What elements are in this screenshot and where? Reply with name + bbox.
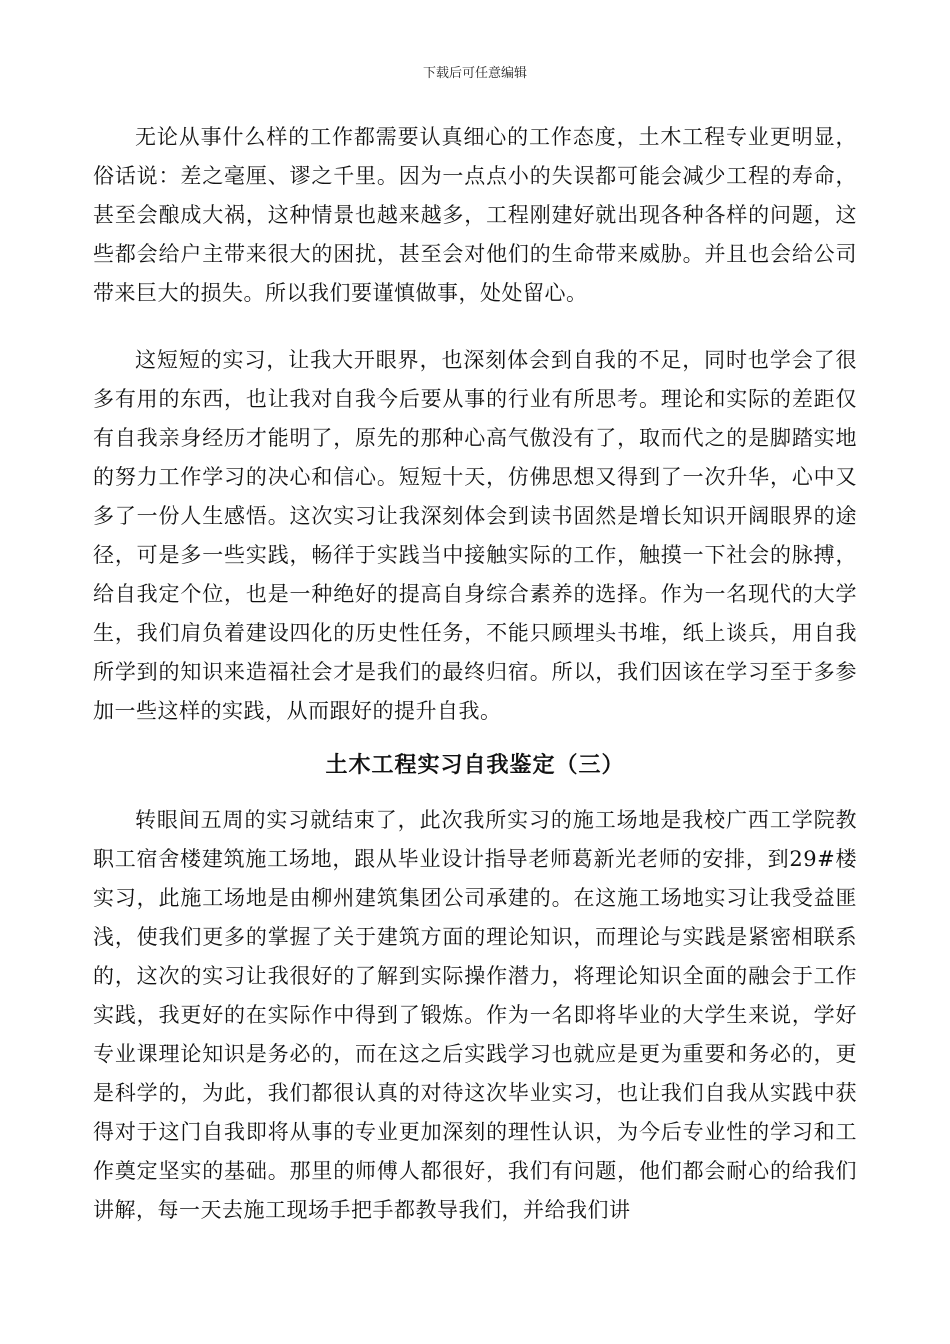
paragraph-spacer	[93, 313, 857, 341]
paragraph-internship-reflection: 这短短的实习，让我大开眼界，也深刻体会到自我的不足，同时也学会了很多有用的东西，也让我对自我今后要从事的行业有所思考。理论和实际的差距仅有自我亲身经历才能明了，原先的那种心高气傲没有了，取而代之的是脚踏实地的努力工作学习的决心和信心。短短十天，仿佛思想又得到了一次升华，心中又多了一份人生感悟。这次实习让我深刻体会到读书固然是增长知识开阔眼界的途径，可是多一些实践，畅徉于实践当中接触实际的工作，触摸一下社会的脉搏，给自我定个位，也是一种绝好的提高自身综合素养的选择。作为一名现代的大学生，我们肩负着建设四化的历史性任务，不能只顾埋头书堆，纸上谈兵，用自我所学到的知识来造福社会才是我们的最终归宿。所以，我们因该在学习至于多参加一些这样的实践，从而跟好的提升自我。	[93, 348, 857, 723]
paragraph-section-three: 转眼间五周的实习就结束了，此次我所实习的施工场地是我校广西工学院教职工宿舍楼建筑施工场地，跟从毕业设计指导老师葛新光老师的安排，到29#楼实习，此施工场地是由柳州建筑集团公司承建的。在这施工场地实习让我受益匪浅，使我们更多的掌握了关于建筑方面的理论知识，而理论与实践是紧密相联系的，这次的实习让我很好的了解到实际操作潜力，将理论知识全面的融会于工作实践，我更好的在实际作中得到了锻炼。作为一名即将毕业的大学生来说，学好专业课理论知识是务必的，而在这之后实践学习也就应是更为重要和务必的，更是科学的，为此，我们都很认真的对待这次毕业实习，也让我们自我从实践中获得对于这门自我即将从事的专业更加深刻的理性认识，为今后专业性的学习和工作奠定坚实的基础。那里的师傅人都很好，我们有问题，他们都会耐心的给我们讲解，每一天去施工现场手把手都教导我们，并给我们讲	[93, 808, 857, 1222]
document-body	[93, 118, 857, 1230]
paragraph-work-attitude: 无论从事什么样的工作都需要认真细心的工作态度，土木工程专业更明显，俗话说：差之毫厘、谬之千里。因为一点点小的失误都可能会减少工程的寿命，甚至会酿成大祸，这种情景也越来越多，工程刚建好就出现各种各样的问题，这些都会给户主带来很大的困扰，甚至会对他们的生命带来威胁。并且也会给公司带来巨大的损失。所以我们要谨慎做事，处处留心。	[93, 125, 857, 305]
section-title: 土木工程实习自我鉴定（三）	[325, 752, 625, 778]
page-header-note: 下载后可任意编辑	[422, 66, 527, 81]
